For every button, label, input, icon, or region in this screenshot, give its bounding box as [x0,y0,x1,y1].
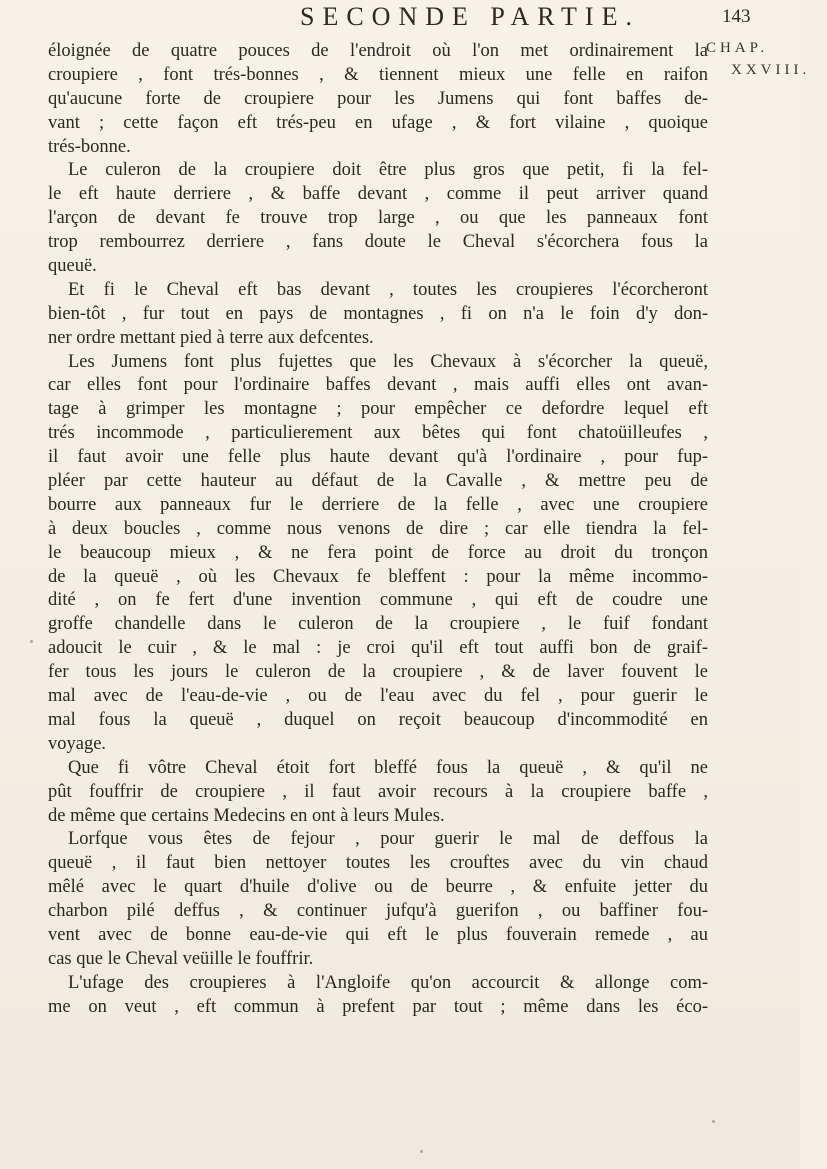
text-line: bourre aux panneaux fur le derriere de la felle , avec une croupiere [48,494,708,515]
margin-note-chapter: CHAP. [706,40,769,56]
text-line: mêlé avec le quart d'huile d'olive ou de beurre , & enfuite jetter du [48,877,708,898]
text-line: adoucit le cuir , & le mal : je croi qu'il eft tout auffi bon de graif- [48,638,708,659]
text-line: trés-bonne. [48,136,131,157]
text-line: charbon pilé deffus , & continuer jufqu'à guerifon , ou baffiner fou- [48,901,708,922]
margin-note-chapter-number: XXVIII. [731,62,811,78]
text-line: cas que le Cheval veüille le fouffrir. [48,948,314,969]
text-line: Lorfque vous êtes de fejour , pour guerir le mal de deffous la [68,829,708,850]
text-line: car elles font pour l'ordinaire baffes devant , mais auffi elles ont avan- [48,375,708,396]
text-line: dité , on fe fert d'une invention commune , qui eft de coudre une [48,590,708,611]
text-line: bien-tôt , fur tout en pays de montagnes , fi on n'a le foin d'y don- [48,303,708,324]
text-line: le beaucoup mieux , & ne fera point de force au droit du tronçon [48,542,708,563]
text-line: me on veut , eft commun à prefent par tout ; même dans les éco- [48,996,708,1017]
running-head-title: SECONDE PARTIE. [300,2,640,31]
text-line: trés incommode , particulierement aux bêtes qui font chatoüilleufes , [48,423,708,444]
text-line: Le culeron de la croupiere doit être plus gros que petit, fi la fel- [68,160,708,181]
text-line: vant ; cette façon eft trés-peu en ufage , & fort vilaine , quoique [48,112,708,133]
text-line: il faut avoir une felle plus haute devant qu'à l'ordinaire , pour fup- [48,447,708,468]
text-line: tage à grimper les montagne ; pour empêcher ce defordre lequel eft [48,399,708,420]
text-line: groffe chandelle dans le culeron de la croupiere , le fuif fondant [48,614,708,635]
text-line: ner ordre mettant pied à terre aux defcentes. [48,327,374,348]
page-number: 143 [722,6,751,27]
text-line: queuë , il faut bien nettoyer toutes les crouftes avec du vin chaud [48,853,708,874]
running-head [0,2,800,36]
text-line: pléer par cette hauteur au défaut de la Cavalle , & mettre peu de [48,471,708,492]
paper-speck [30,640,33,643]
text-line: croupiere , font trés-bonnes , & tiennent mieux une felle en raifon [48,64,708,85]
text-line: à deux boucles , comme nous venons de dire ; car elle tiendra la fel- [48,518,708,539]
text-line: qu'aucune forte de croupiere pour les Jumens qui font baffes de- [48,88,708,109]
paper-speck [712,1120,715,1123]
text-line: voyage. [48,733,107,754]
text-line: Les Jumens font plus fujettes que les Chevaux à s'écorcher la queuë, [68,351,708,372]
text-line: de la queuë , où les Chevaux fe bleffent : pour la même incommo- [48,566,708,587]
text-line: l'arçon de devant fe trouve trop large , ou que les panneaux font [48,208,708,229]
body-text [48,40,708,1020]
text-line: Que fi vôtre Cheval étoit fort bleffé fous la queuë , & qu'il ne [68,757,708,778]
text-line: pût fouffrir de croupiere , il faut avoir recours à la croupiere baffe , [48,781,708,802]
text-line: le eft haute derriere , & baffe devant , comme il peut arriver quand [48,184,708,205]
text-line: trop rembourrez derriere , fans doute le Cheval s'écorchera fous la [48,232,708,253]
text-line: queuë. [48,256,97,277]
text-line: vent avec de bonne eau-de-vie qui eft le plus fouverain remede , au [48,924,708,945]
text-line: L'ufage des croupieres à l'Angloife qu'on accourcit & allonge com- [68,972,708,993]
paper-speck [420,1150,423,1153]
text-line: fer tous les jours le culeron de la croupiere , & de laver fouvent le [48,662,708,683]
text-line: mal fous la queuë , duquel on reçoit beaucoup d'incommodité en [48,709,708,730]
text-line: Et fi le Cheval eft bas devant , toutes les croupieres l'écorcheront [68,279,708,300]
text-line: éloignée de quatre pouces de l'endroit où l'on met ordinairement la [48,41,708,61]
text-line: de même que certains Medecins en ont à leurs Mules. [48,805,445,826]
text-line: mal avec de l'eau-de-vie , ou de l'eau avec du fel , pour guerir le [48,686,708,707]
